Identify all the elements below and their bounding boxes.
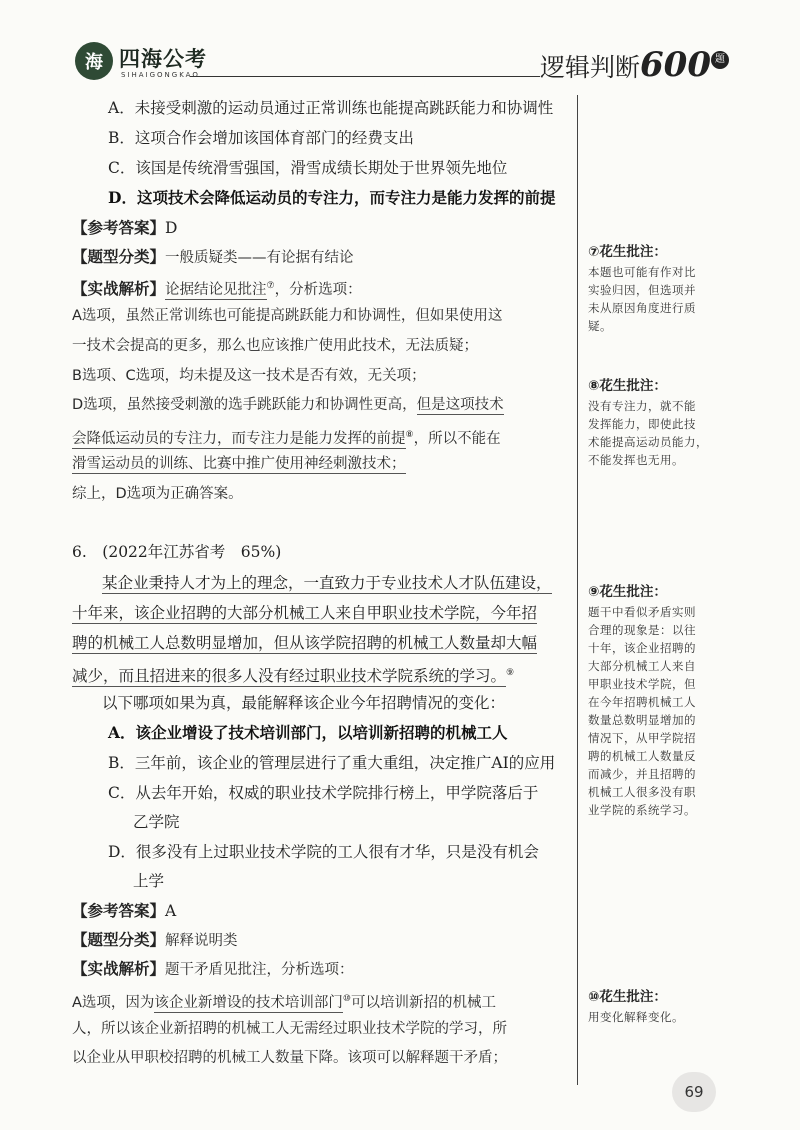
q6-heading: 6. (2022年江苏省考 65%) — [72, 543, 282, 561]
q6-answer-label: 【参考答案】 — [72, 902, 166, 920]
margin-note-7-title: ⑦花生批注： — [588, 244, 667, 260]
q5-analysis-label: 【实战解析】 — [72, 280, 166, 299]
page-number: 69 — [672, 1072, 716, 1112]
margin-note-8-title: ⑧花生批注： — [588, 378, 667, 394]
note-ref-7: ⑦ — [266, 281, 275, 291]
margin-note-line: 本题也可能有作对比 — [588, 265, 696, 279]
logo-pinyin: SIHAIGONGKAO — [121, 71, 200, 79]
q6-stem-2-underlined: 十年来，该企业招聘的大部分机械工人来自甲职业技术学院，今年招 — [72, 604, 538, 622]
q5-analysis-lead — [72, 275, 362, 301]
margin-note-10-body — [588, 1008, 738, 1026]
q6-analysis-a-2: 人，所以该企业新招聘的机械工人无需经过职业技术学院的学习，所 — [72, 1021, 507, 1037]
margin-note-9-title: ⑨花生批注： — [588, 584, 667, 600]
q6-stem-3 — [72, 632, 537, 654]
margin-note-10-title: ⑩花生批注： — [588, 989, 667, 1005]
q6-option-c-1: C．从去年开始，权威的职业技术学院排行榜上，甲学院落后于 — [108, 784, 539, 802]
q5-answer — [72, 217, 177, 239]
logo-badge-icon: 海 — [75, 42, 113, 80]
publisher-logo — [75, 42, 245, 86]
margin-note-7 — [588, 240, 738, 335]
margin-note-9 — [588, 580, 738, 819]
margin-note-line: 疑。 — [588, 319, 612, 333]
q6-option-d-1: D．很多没有上过职业技术学院的工人很有才华，只是没有机会 — [108, 843, 539, 861]
q6-analysis-lead — [72, 958, 354, 981]
q5-option-b: B．这项合作会增加该国体育部门的经费支出 — [108, 129, 414, 147]
q5-analysis-d-2-text: ，所以不能在 — [413, 430, 501, 447]
q6-analysis-lead-text: 题干矛盾见批注，分析选项： — [165, 962, 354, 978]
q5-analysis-d-2-underlined: 会降低运动员的专注力，而专注力是能力发挥的前提 — [72, 430, 406, 447]
q5-analysis-d-3-underlined: 滑雪运动员的训练、比赛中推广使用神经刺激技术； — [72, 456, 406, 472]
margin-note-line: 业学院的系统学习。 — [588, 803, 696, 817]
book-title-number: 600 — [640, 45, 711, 85]
q6-stem-1-underlined: 某企业秉持人才为上的理念，一直致力于专业技术人才队伍建设， — [102, 574, 552, 592]
q6-type-value: 解释说明类 — [165, 933, 238, 949]
margin-note-line: 不能发挥也无用。 — [588, 453, 684, 467]
book-title-text: 逻辑判断 — [540, 53, 641, 82]
q6-stem-2 — [72, 602, 537, 624]
margin-note-line: 而减少，并且招聘的 — [588, 767, 696, 781]
q6-stem-4-underlined: 减少，而且招进来的很多人没有经过职业技术学院系统的学习。 — [72, 667, 507, 686]
q6-analysis-a-1-pre: A选项，因为 — [72, 994, 155, 1011]
margin-note-line: 在今年招聘机械工人 — [588, 695, 696, 709]
q6-option-c-2: 乙学院 — [133, 813, 180, 831]
q5-type-value: 一般质疑类——有论据有结论 — [165, 250, 354, 266]
q5-type-label: 【题型分类】 — [72, 248, 166, 266]
margin-note-9-body — [588, 603, 738, 819]
note-ref-9: ⑨ — [506, 668, 515, 678]
margin-note-line: 聘的机械工人数量反 — [588, 749, 696, 763]
q6-analysis-a-1 — [72, 988, 496, 1014]
q5-analysis-a-1: A选项，虽然正常训练也可能提高跳跃能力和协调性，但如果使用这 — [72, 308, 503, 324]
q5-analysis-d-2 — [72, 424, 501, 450]
q6-option-d-2: 上学 — [133, 872, 165, 890]
margin-note-line: 十年，该企业招聘的 — [588, 641, 696, 655]
q5-analysis-bc: B选项、C选项，均未提及这一技术是否有效，无关项； — [72, 368, 426, 384]
margin-note-line: 实验归因，但选项并 — [588, 283, 696, 297]
margin-note-line: 大部分机械工人来自 — [588, 659, 696, 673]
q5-analysis-d-3 — [72, 453, 406, 475]
q5-type — [72, 246, 354, 269]
q5-analysis-d-1 — [72, 394, 504, 416]
margin-divider — [577, 95, 578, 1085]
q5-analysis-d-1-text: D选项，虽然接受刺激的选手跳跃能力和协调性更高， — [72, 397, 417, 413]
q5-analysis-lead-rest: ，分析选项： — [274, 282, 362, 299]
q5-summary: 综上，D选项为正确答案。 — [72, 486, 243, 502]
q6-type — [72, 929, 238, 952]
margin-note-line: 术能提高运动员能力， — [588, 435, 708, 449]
header-rule — [190, 76, 540, 77]
q5-analysis-a-2: 一技术会提高的更多，那么也应该推广使用此技术，无法质疑； — [72, 338, 478, 354]
q6-analysis-a-1-underlined: 该企业新增设的技术培训部门 — [154, 994, 343, 1011]
margin-note-7-body — [588, 263, 738, 335]
q5-answer-value: D — [165, 219, 178, 237]
book-title-suffix: 题 — [711, 51, 729, 69]
q6-question: 以下哪项如果为真，最能解释该企业今年招聘情况的变化： — [102, 694, 506, 712]
book-title — [540, 45, 729, 85]
margin-note-line: 用变化解释变化。 — [588, 1010, 684, 1024]
margin-note-line: 情况下，从甲学院招 — [588, 731, 696, 745]
q5-answer-label: 【参考答案】 — [72, 219, 166, 237]
q6-stem-4 — [72, 662, 514, 687]
q5-option-d: D．这项技术会降低运动员的专注力，而专注力是能力发挥的前提 — [108, 188, 556, 207]
q6-answer-value: A — [165, 902, 177, 920]
note-ref-8: ⑧ — [405, 430, 414, 440]
q5-option-c: C．该国是传统滑雪强国，滑雪成绩长期处于世界领先地位 — [108, 159, 508, 177]
q6-stem-1 — [102, 572, 552, 594]
margin-note-8 — [588, 374, 738, 469]
margin-note-line: 机械工人很多没有职 — [588, 785, 696, 799]
margin-note-line: 题干中看似矛盾实则 — [588, 605, 696, 619]
page-header — [0, 0, 800, 95]
margin-note-line: 合理的现象是：以往 — [588, 623, 696, 637]
q5-option-a: A．未接受刺激的运动员通过正常训练也能提高跳跃能力和协调性 — [108, 99, 554, 117]
q6-option-a: A．该企业增设了技术培训部门，以培训新招聘的机械工人 — [108, 723, 508, 742]
q6-type-label: 【题型分类】 — [72, 931, 166, 949]
q6-analysis-a-3: 以企业从甲职校招聘的机械工人数量下降。该项可以解释题干矛盾； — [72, 1050, 507, 1066]
q5-analysis-lead-underlined: 论据结论见批注 — [165, 282, 267, 299]
margin-note-line: 发挥能力，即使此技 — [588, 417, 696, 431]
q6-analysis-a-1-post: 可以培训新招的机械工 — [351, 994, 496, 1011]
note-ref-10: ⑩ — [342, 994, 351, 1004]
q6-stem-3-underlined: 聘的机械工人总数明显增加，但从该学院招聘的机械工人数量却大幅 — [72, 634, 538, 652]
q6-analysis-label: 【实战解析】 — [72, 960, 166, 978]
margin-note-line: 没有专注力，就不能 — [588, 399, 696, 413]
margin-note-10 — [588, 985, 738, 1026]
q6-answer — [72, 900, 176, 922]
q6-option-b: B．三年前，该企业的管理层进行了重大重组，决定推广AI的应用 — [108, 754, 556, 772]
q5-analysis-d-1-underlined: 但是这项技术 — [416, 397, 504, 413]
margin-note-line: 未从原因角度进行质 — [588, 301, 696, 315]
margin-note-line: 甲职业技术学院，但 — [588, 677, 696, 691]
margin-note-line: 数量总数明显增加的 — [588, 713, 696, 727]
margin-note-8-body — [588, 397, 738, 469]
logo-name: 四海公考 — [119, 47, 207, 71]
